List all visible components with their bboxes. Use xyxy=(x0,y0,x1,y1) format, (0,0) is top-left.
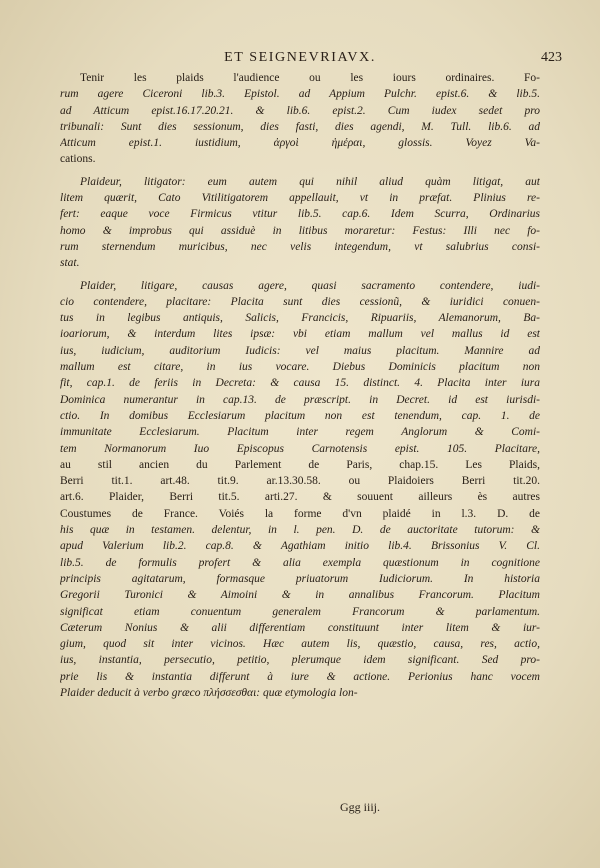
text-line: cio contendere, placitare: Placita sunt dies cessionũ, & iuridici conuen- xyxy=(60,295,540,308)
body-text xyxy=(60,70,540,701)
text-line: tribunali: Sunt dies sessionum, dies fasti, dies agendi, M. Tull. lib.6. ad xyxy=(60,120,540,133)
text-line: litem quærit, Cato Vitilitigatorem appellauit, vt in præfat. Plinius re- xyxy=(60,192,540,205)
text-line: lib.5. de formulis profert & alia exempla quæstionum in cognitione xyxy=(60,556,540,569)
text-line: ctio. In domibus Ecclesiarum placitum non est tenendum, cap. 1. de xyxy=(60,409,540,422)
text-line: cations. xyxy=(60,153,96,166)
text-line: fert: eaque voce Firmicus vtitur lib.5. cap.6. Idem Scurra, Ordinarius xyxy=(60,208,540,221)
signature-mark: Ggg iiij. xyxy=(340,800,381,814)
paragraph xyxy=(60,174,540,272)
text-line: ius, iudicium, auditorium Iudicis: vel maius placitum. Mannire ad xyxy=(60,344,540,357)
running-title: ET SEIGNEVRIAVX. xyxy=(224,50,376,65)
text-line: Gregorii Turonici & Aimoini & in annalibus Francorum. Placitum xyxy=(60,589,540,602)
text-line: Dominica numerantur in cap.13. de præscript. in Decret. id est iurisdi- xyxy=(60,393,540,406)
text-line: principis agitatarum, formasque priuatorum Iudiciorum. In historia xyxy=(60,572,540,585)
text-line: tem Normanorum Iuo Episcopus Carnotensis epist. 105. Placitare, xyxy=(60,442,540,455)
text-line: apud Valerium lib.2. cap.8. & Agathiam initio lib.4. Brissonius V. Cl. xyxy=(60,540,540,553)
text-line: au stil ancien du Parlement de Paris, chap.15. Les Plaids, xyxy=(60,458,540,471)
text-line: Atticum epist.1. iustidium, ἀργοὶ ἡμέραι, glossis. Voyez Va- xyxy=(60,137,540,150)
text-line: tus in legibus antiquis, Salicis, Francicis, Ripuariis, Alemanorum, Ba- xyxy=(60,312,540,325)
text-line: immunitate Ecclesiarum. Placitum inter regem Anglorum & Comi- xyxy=(60,426,540,439)
text-line: art.6. Plaider, Berri tit.5. arti.27. & souuent ailleurs ès autres xyxy=(60,491,540,504)
text-line: prie lis & instantia differunt à iure & actione. Perionius hanc vocem xyxy=(60,670,540,683)
paragraph xyxy=(60,278,540,702)
text-line: ioariorum, & interdum lites ipsæ: vbi etiam mallum vel mallus id est xyxy=(60,328,540,341)
text-line: Tenir les plaids l'audience ou les iours ordinaires. Fo- xyxy=(80,72,540,84)
text-line: Berri tit.1. art.48. tit.9. ar.13.30.58. ou Plaidoiers Berri tit.20. xyxy=(60,475,540,488)
text-line: stat. xyxy=(60,257,80,270)
text-line: significat etiam conuentum generalem Francorum & parlamentum. xyxy=(60,605,540,618)
text-line: ad Atticum epist.16.17.20.21. & lib.6. epist.2. Cum iudex sedet pro xyxy=(60,104,540,117)
text-line: ius, instantia, persecutio, petitio, plerumque idem significant. Sed pro- xyxy=(60,654,540,667)
text-line: rum sternendum muricibus, nec velis integendum, vt salubrius consi- xyxy=(60,240,540,253)
text-line: gium, quod sit inter vicinos. Hæc autem lis, quæstio, causa, res, actio, xyxy=(60,638,540,651)
paragraph xyxy=(60,70,540,168)
page-number: 423 xyxy=(541,50,562,65)
text-line: rum agere Ciceroni lib.3. Epistol. ad Appium Pulchr. epist.6. & lib.5. xyxy=(60,88,540,101)
text-line: Coustumes de France. Voiés la forme d'vn plaidé in l.3. D. de xyxy=(60,507,540,520)
text-line: his quæ in testamen. delentur, in l. pen. D. de auctoritate tutorum: & xyxy=(60,524,540,537)
text-line: mallum est citare, in ius vocare. Diebus Dominicis placitum non xyxy=(60,361,540,374)
text-line: homo & improbus qui assiduè in litibus morаretur: Festus: Illi nec fo- xyxy=(60,224,540,237)
text-line: Plaideur, litigator: eum autem qui nihil aliud quàm litigat, aut xyxy=(80,175,540,188)
text-line: Plaider, litigare, causas agere, quasi sacramento contendere, iudi- xyxy=(80,279,540,292)
text-line: fit, cap.1. de feriis in Decreta: & causa 15. distinct. 4. Placita inter iura xyxy=(60,377,540,390)
text-line: Cæterum Nonius & alii differentiam constituunt inter litem & iur- xyxy=(60,621,540,634)
text-line: Plaider deducit à verbo græco πλήσσεσθαι: quæ etymologia lon- xyxy=(60,686,358,699)
